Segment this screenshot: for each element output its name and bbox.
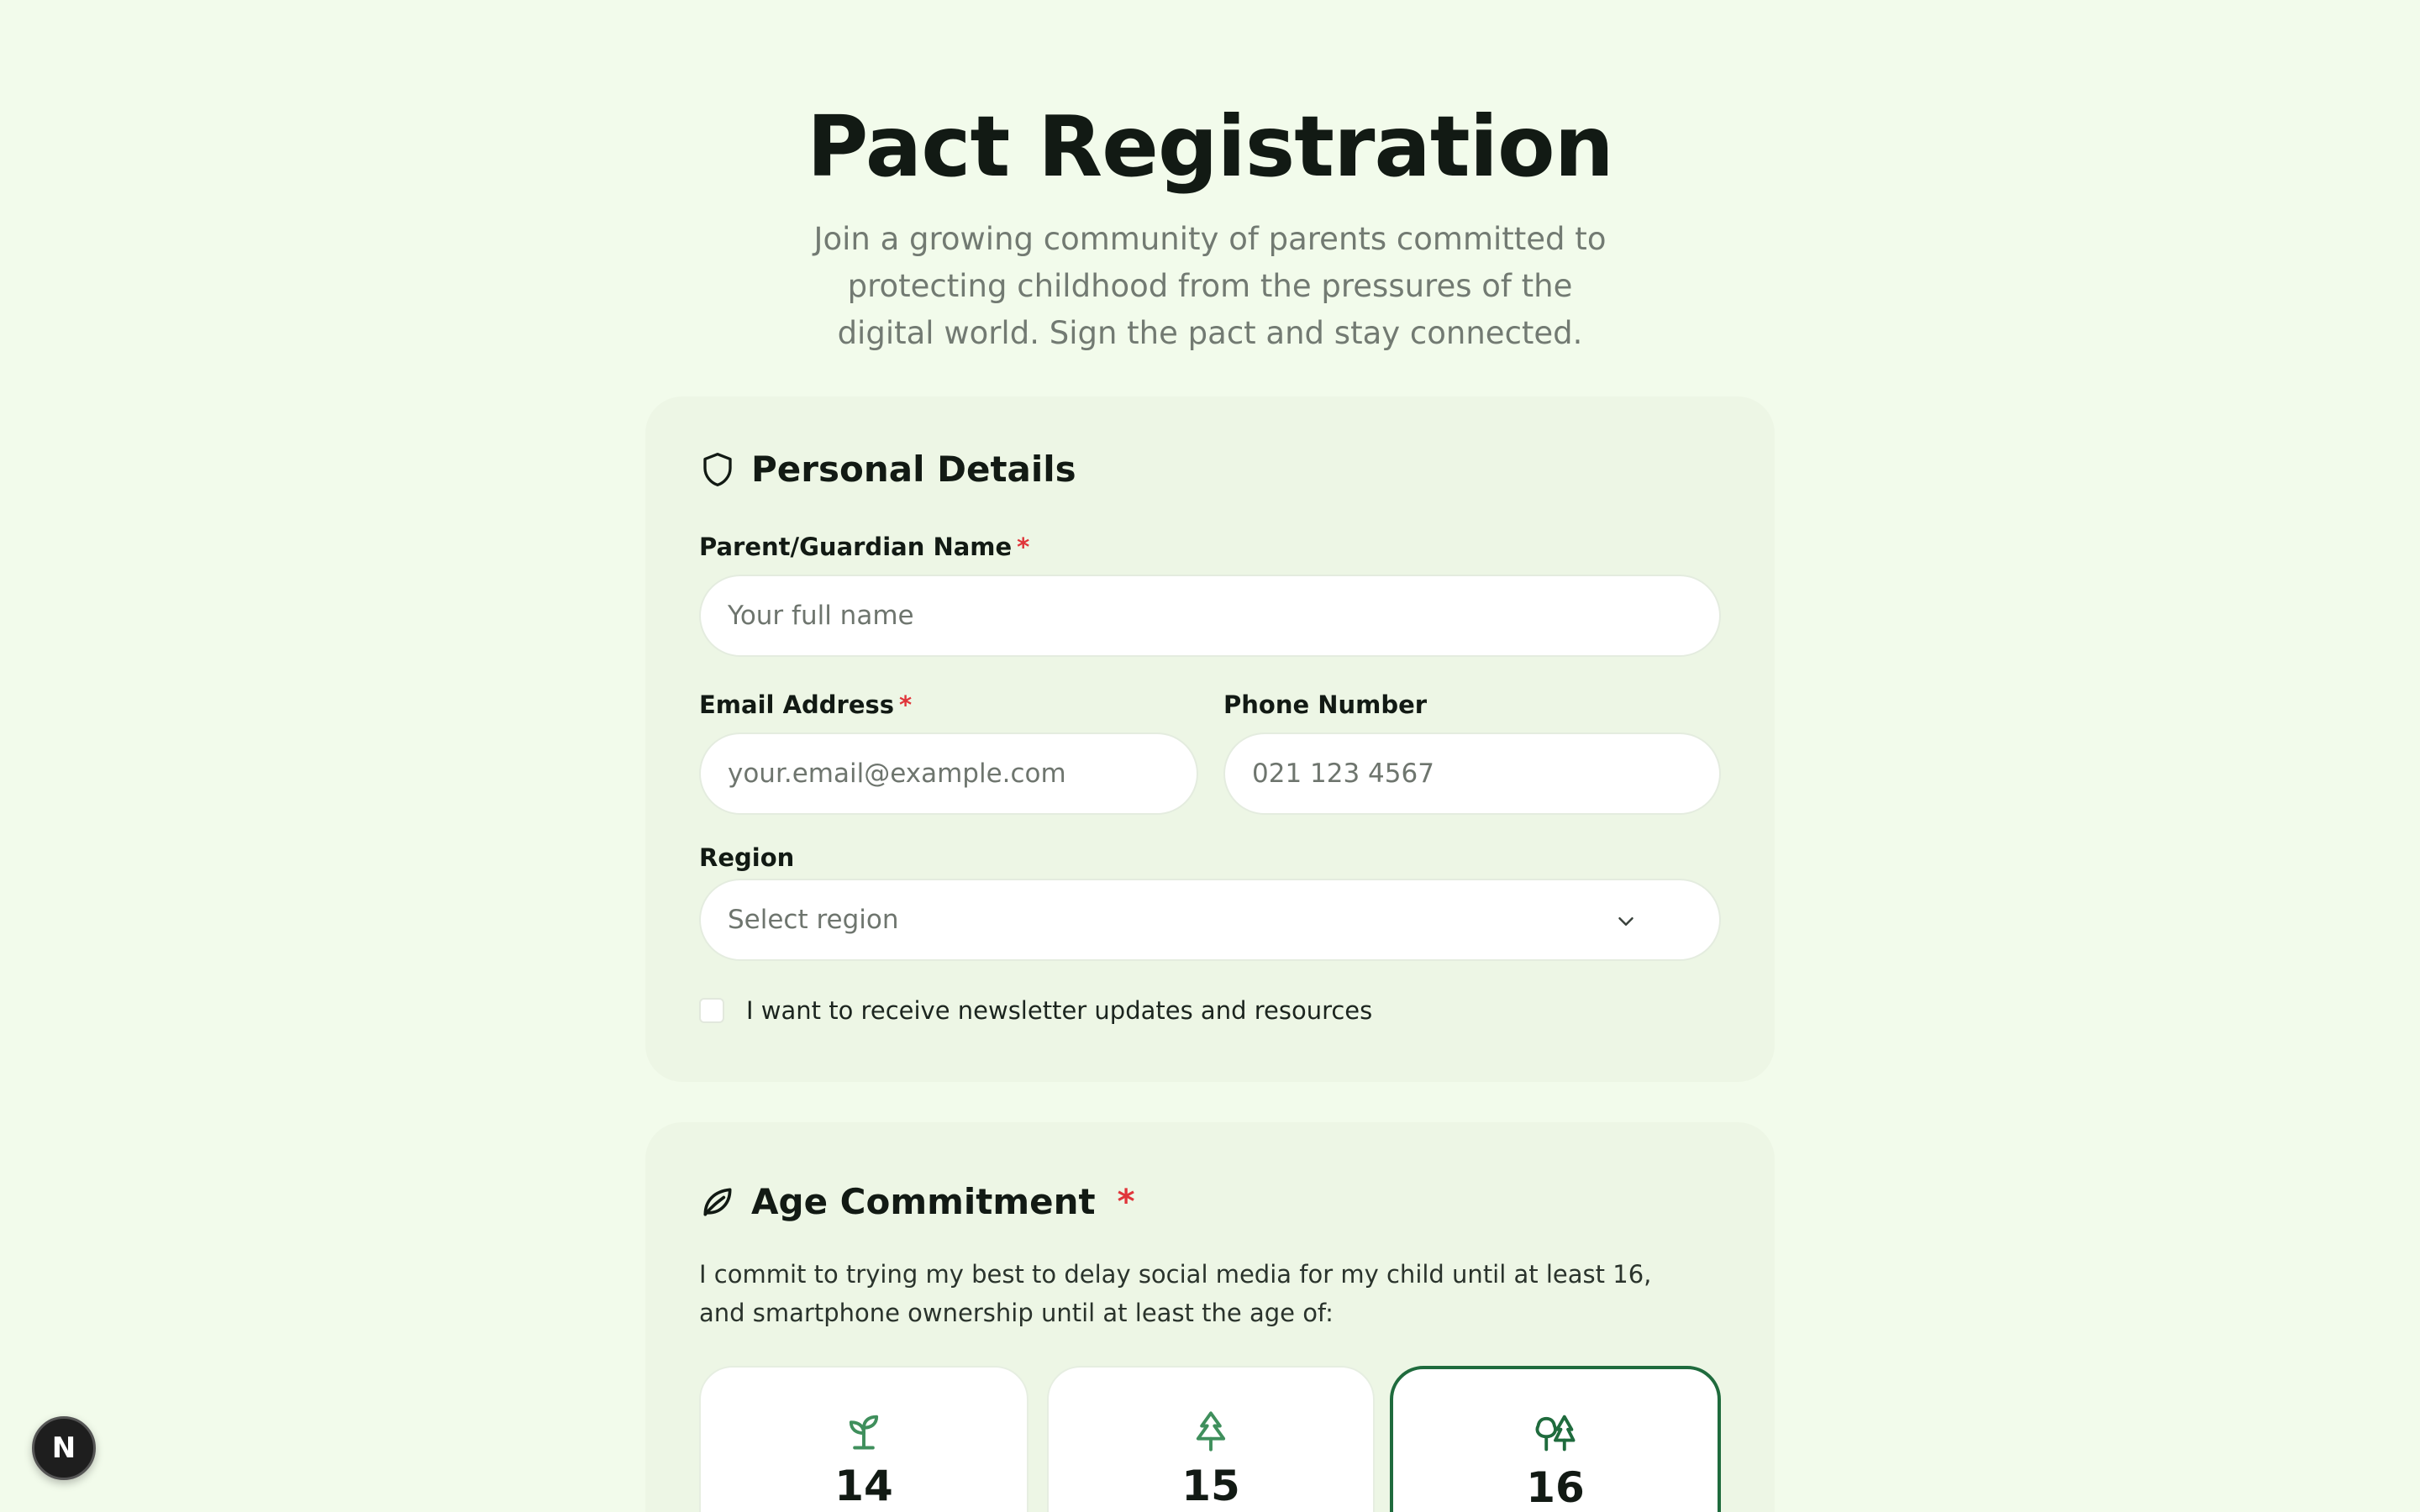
hero bbox=[0, 97, 2420, 357]
name-placeholder: Your full name bbox=[728, 601, 914, 631]
page-subtitle: Join a growing community of parents committed to protecting childhood from the pressures of the digital world. Sign the pact and stay connected. bbox=[813, 221, 1607, 351]
email-label-text: Email Address bbox=[699, 690, 895, 719]
newsletter-row bbox=[699, 996, 1372, 1025]
personal-details-heading: Personal Details bbox=[751, 449, 1076, 490]
required-mark: * bbox=[1017, 533, 1030, 561]
chevron-down-icon bbox=[1613, 909, 1639, 934]
age-option-14[interactable] bbox=[699, 1366, 1028, 1512]
region-label bbox=[699, 843, 794, 872]
email-input[interactable] bbox=[699, 732, 1198, 815]
age-option-15[interactable] bbox=[1047, 1366, 1375, 1512]
sprout-icon bbox=[701, 1410, 1027, 1457]
framework-badge[interactable] bbox=[32, 1416, 96, 1480]
required-mark: * bbox=[899, 690, 913, 719]
age-commitment-card bbox=[645, 1122, 1775, 1512]
name-input[interactable] bbox=[699, 575, 1721, 657]
email-placeholder: your.email@example.com bbox=[728, 759, 1066, 789]
name-label bbox=[699, 533, 1029, 561]
commitment-text: I commit to trying my best to delay social media for my child until at least 16, and smartphone ownership until at least the age of: bbox=[699, 1260, 1652, 1327]
age-commitment-heading: Age Commitment bbox=[751, 1181, 1096, 1222]
newsletter-label: I want to receive newsletter updates and resources bbox=[746, 996, 1373, 1025]
personal-details-header bbox=[699, 449, 1076, 490]
phone-input[interactable] bbox=[1223, 732, 1721, 815]
region-placeholder: Select region bbox=[728, 905, 899, 935]
age-option-value: 16 bbox=[1526, 1463, 1585, 1512]
trees-icon bbox=[1393, 1411, 1718, 1458]
age-option-16[interactable] bbox=[1390, 1366, 1721, 1512]
badge-letter: N bbox=[51, 1431, 76, 1465]
phone-placeholder: 021 123 4567 bbox=[1252, 759, 1434, 789]
newsletter-checkbox[interactable] bbox=[699, 998, 724, 1023]
tree-icon bbox=[1049, 1410, 1373, 1457]
phone-label bbox=[1223, 690, 1427, 719]
region-select[interactable] bbox=[699, 879, 1721, 961]
shield-icon bbox=[699, 451, 736, 488]
email-label bbox=[699, 690, 912, 719]
leaf-icon bbox=[699, 1184, 736, 1221]
age-option-value: 15 bbox=[1181, 1462, 1240, 1510]
age-option-value: 14 bbox=[834, 1462, 893, 1510]
page-title: Pact Registration bbox=[807, 97, 1613, 196]
age-commitment-header bbox=[699, 1181, 1135, 1222]
phone-label-text: Phone Number bbox=[1223, 690, 1428, 719]
name-label-text: Parent/Guardian Name bbox=[699, 533, 1013, 561]
required-mark: * bbox=[1117, 1182, 1135, 1221]
personal-details-card bbox=[645, 396, 1775, 1082]
region-label-text: Region bbox=[699, 843, 795, 872]
